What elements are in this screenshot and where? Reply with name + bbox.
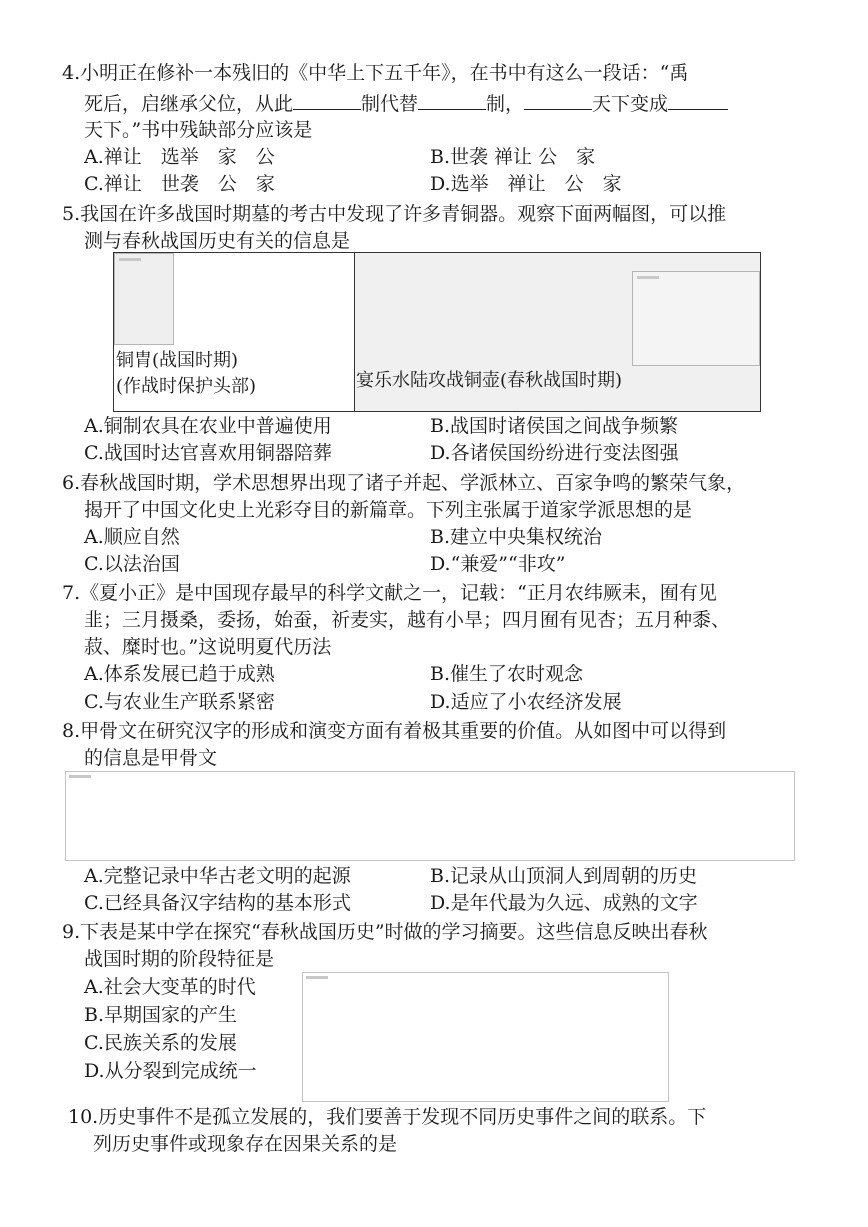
q8-option-b[interactable]: B.记录从山顶洞人到周朝的历史 [430, 865, 698, 887]
q5-figure-table [113, 252, 761, 412]
q6-option-a[interactable]: A.顺应自然 [84, 526, 180, 548]
q10-stem-line1: 10.历史事件不是孤立发展的，我们要善于发现不同历史事件之间的联系。下 [68, 1106, 707, 1128]
q9-stem-line1: 9.下表是某中学在探究“春秋战国历史”时做的学习摘要。这些信息反映出春秋 [62, 921, 708, 943]
q7-option-a[interactable]: A.体系发展已趋于成熟 [84, 663, 275, 685]
q4-blank-3 [524, 91, 592, 110]
q5-fig2-caption: 宴乐水陆攻战铜壶(春秋战国时期) [356, 370, 623, 391]
q4-text-c: 制， [486, 93, 525, 115]
q4-blank-2 [418, 91, 486, 110]
q9-stem-line2: 战国时期的阶段特征是 [84, 948, 275, 970]
bronze-helmet-image [114, 253, 174, 345]
q8-stem-line1: 8.甲骨文在研究汉字的形成和演变方面有着极其重要的价值。从如图中可以得到 [62, 720, 727, 742]
q6-option-b[interactable]: B.建立中央集权统治 [430, 526, 603, 548]
q6-stem-line1: 6.春秋战国时期，学术思想界出现了诸子并起、学派林立、百家争鸣的繁荣气象， [62, 472, 746, 494]
q4-stem-line2 [84, 91, 728, 116]
q7-option-d[interactable]: D.适应了小农经济发展 [430, 691, 622, 713]
q4-option-d[interactable]: D.选举 禅让 公 家 [430, 173, 622, 195]
q7-option-b[interactable]: B.催生了农时观念 [430, 663, 584, 685]
q4-option-a[interactable]: A.禅让 选举 家 公 [84, 146, 275, 168]
q8-option-d[interactable]: D.是年代最为久远、成熟的文字 [430, 892, 698, 914]
oracle-bone-image [65, 771, 795, 861]
q4-stem-line3: 天下。”书中残缺部分应该是 [84, 119, 313, 141]
q7-stem-line2: 韭；三月摄桑，委扬，始蚕，祈麦实，越有小旱；四月囿有见杏；五月种黍、 [84, 609, 731, 631]
q4-blank-1 [293, 91, 361, 110]
bronze-pot-image [632, 271, 760, 366]
q8-stem-line2: 的信息是甲骨文 [84, 747, 218, 769]
q5-option-d[interactable]: D.各诸侯国纷纷进行变法图强 [430, 442, 679, 464]
q7-option-c[interactable]: C.与农业生产联系紧密 [84, 691, 275, 713]
q5-option-a[interactable]: A.铜制农具在农业中普遍使用 [84, 415, 332, 437]
q5-fig1-caption-2: (作战时保护头部) [116, 376, 257, 397]
q6-option-d[interactable]: D.“兼爱”“非攻” [430, 553, 566, 575]
q4-option-c[interactable]: C.禅让 世袭 公 家 [84, 173, 275, 195]
q8-option-c[interactable]: C.已经具备汉字结构的基本形式 [84, 892, 351, 914]
q9-option-d[interactable]: D.从分裂到完成统一 [84, 1060, 257, 1082]
q8-option-a[interactable]: A.完整记录中华古老文明的起源 [84, 865, 351, 887]
study-summary-table-image [302, 972, 669, 1102]
q4-text-d: 天下变成 [592, 93, 669, 115]
q4-stem-line1: 4.小明正在修补一本残旧的《中华上下五千年》，在书中有这么一段话：“禹 [62, 62, 689, 84]
q5-option-c[interactable]: C.战国时达官喜欢用铜器陪葬 [84, 442, 332, 464]
q5-stem-line2: 测与春秋战国历史有关的信息是 [84, 230, 351, 252]
q5-option-b[interactable]: B.战国时诸侯国之间战争频繁 [430, 415, 679, 437]
q5-fig1-caption-1: 铜胄(战国时期) [116, 350, 239, 371]
q9-option-b[interactable]: B.早期国家的产生 [84, 1004, 238, 1026]
q4-blank-4 [668, 91, 728, 110]
q5-stem-line1: 5.我国在许多战国时期墓的考古中发现了许多青铜器。观察下面两幅图，可以推 [62, 203, 727, 225]
q9-option-a[interactable]: A.社会大变革的时代 [84, 976, 256, 998]
q4-text-a: 死后，启继承父位，从此 [84, 93, 294, 115]
q7-stem-line3: 菽、糜时也。”这说明夏代历法 [84, 636, 332, 658]
q4-option-b[interactable]: B.世袭 禅让 公 家 [430, 146, 596, 168]
q6-stem-line2: 揭开了中国文化史上光彩夺目的新篇章。下列主张属于道家学派思想的是 [84, 499, 693, 521]
q9-option-c[interactable]: C.民族关系的发展 [84, 1032, 237, 1054]
q10-stem-line2: 列历史事件或现象存在因果关系的是 [93, 1133, 398, 1155]
q6-option-c[interactable]: C.以法治国 [84, 553, 180, 575]
q4-text-b: 制代替 [361, 93, 419, 115]
q7-stem-line1: 7.《夏小正》是中国现存最早的科学文献之一，记载：“正月农纬厥耒，囿有见 [62, 582, 717, 604]
